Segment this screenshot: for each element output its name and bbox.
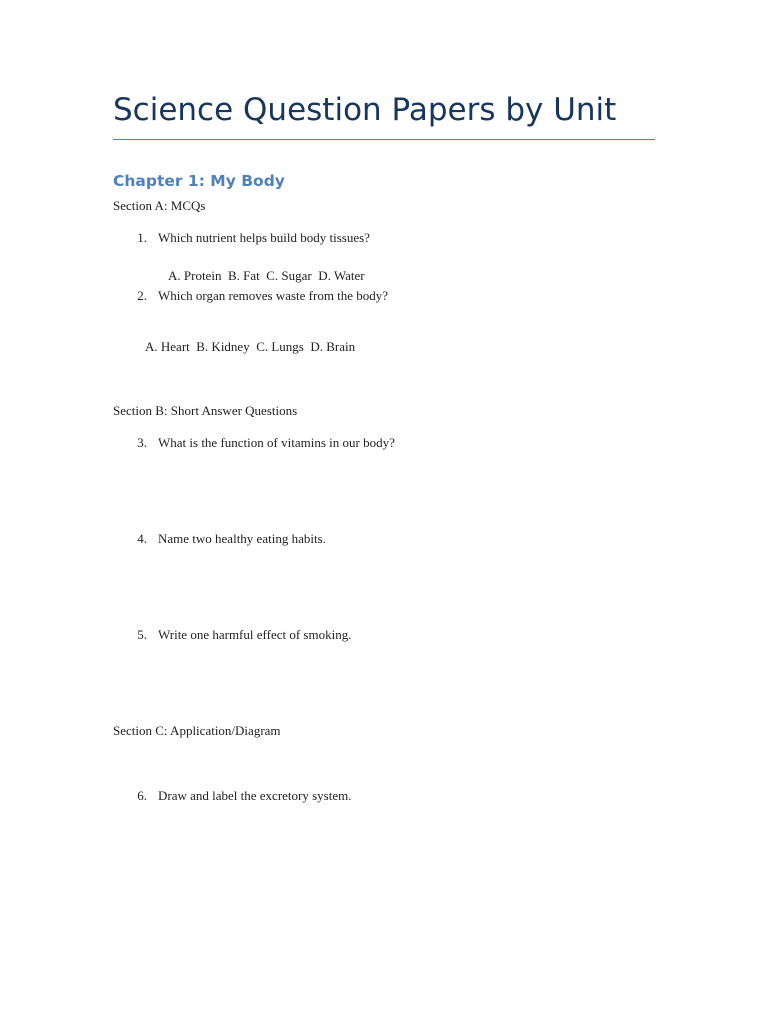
- question-3-number: 3.: [137, 435, 147, 450]
- question-1-text: Which nutrient helps build body tissues?: [158, 230, 370, 245]
- question-4-text: Name two healthy eating habits.: [158, 531, 326, 546]
- document-title: Science Question Papers by Unit: [113, 92, 617, 128]
- question-5-number: 5.: [137, 627, 147, 642]
- question-6-number: 6.: [137, 788, 147, 803]
- question-4-number: 4.: [137, 531, 147, 546]
- chapter-heading: Chapter 1: My Body: [113, 172, 285, 190]
- question-3-text: What is the function of vitamins in our body?: [158, 435, 395, 450]
- question-5-text: Write one harmful effect of smoking.: [158, 627, 352, 642]
- question-1-number: 1.: [137, 230, 147, 245]
- question-2-number: 2.: [137, 288, 147, 303]
- section-b-heading: Section B: Short Answer Questions: [113, 403, 298, 418]
- question-6-text: Draw and label the excretory system.: [158, 788, 352, 803]
- section-a-heading: Section A: MCQs: [113, 198, 206, 213]
- question-1-options: A. Protein B. Fat C. Sugar D. Water: [168, 268, 365, 283]
- question-2-options: A. Heart B. Kidney C. Lungs D. Brain: [145, 339, 356, 354]
- section-c-heading: Section C: Application/Diagram: [113, 723, 281, 738]
- question-2-text: Which organ removes waste from the body?: [158, 288, 389, 303]
- title-underline: [113, 139, 655, 140]
